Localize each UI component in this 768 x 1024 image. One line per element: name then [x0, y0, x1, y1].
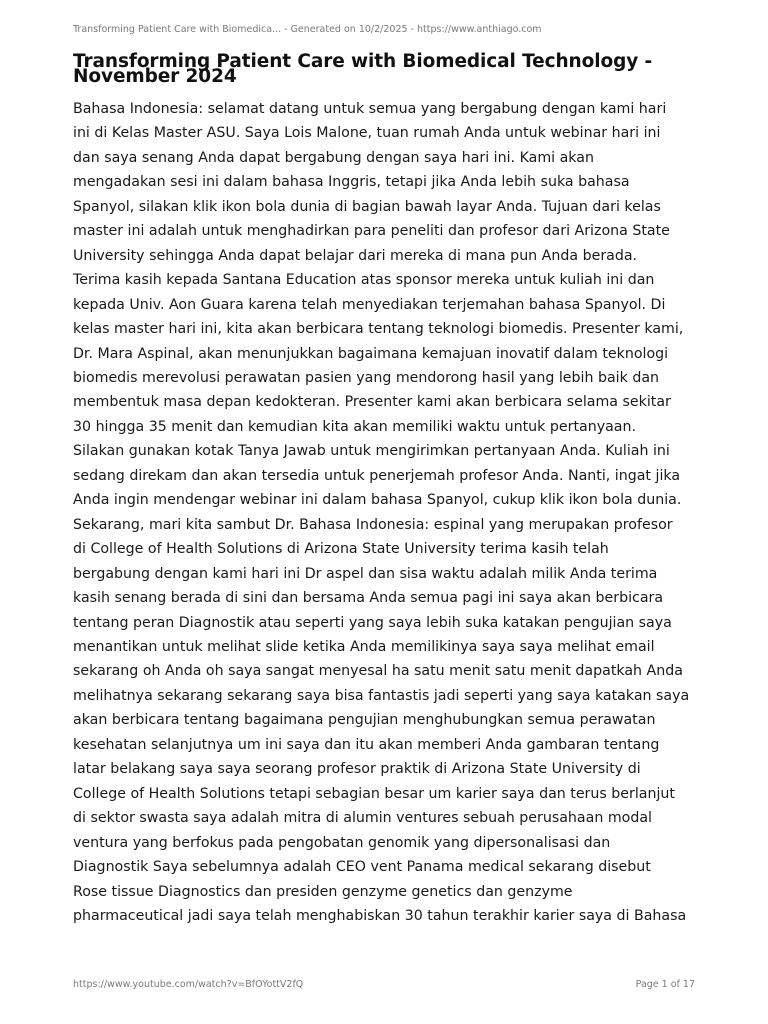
body-line: Sekarang, mari kita sambut Dr. Bahasa Indonesia: espinal yang merupakan profesor [73, 516, 673, 533]
body-line: latar belakang saya saya seorang profesor praktik di Arizona State University di [73, 761, 641, 778]
body-line: sedang direkam dan akan tersedia untuk penerjemah profesor Anda. Nanti, ingat jika [73, 467, 681, 484]
body-line: Dr. Mara Aspinal, akan menunjukkan bagaimana kemajuan inovatif dalam teknologi [73, 345, 669, 362]
body-line: tentang peran Diagnostik atau seperti yang saya lebih suka katakan pengujian saya [73, 614, 672, 631]
body-line: sekarang oh Anda oh saya sangat menyesal ha satu menit satu menit dapatkah Anda [73, 663, 683, 680]
body-line: menantikan untuk melihat slide ketika Anda memilikinya saya saya melihat email [73, 638, 655, 655]
body-line: ini di Kelas Master ASU. Saya Lois Malone, tuan rumah Anda untuk webinar hari ini [73, 125, 661, 142]
body-line: kelas master hari ini, kita akan berbicara tentang teknologi biomedis. Presenter kami, [73, 321, 684, 338]
body-line: 30 hingga 35 menit dan kemudian kita akan memiliki waktu untuk pertanyaan. [73, 418, 637, 435]
body-line: Silakan gunakan kotak Tanya Jawab untuk mengirimkan pertanyaan Anda. Kuliah ini [73, 443, 670, 460]
body-line: bergabung dengan kami hari ini Dr aspel dan sisa waktu adalah milik Anda terima [73, 565, 658, 582]
body-line: biomedis merevolusi perawatan pasien yang mendorong hasil yang lebih baik dan [73, 369, 660, 386]
body-line: membentuk masa depan kedokteran. Presenter kami akan berbicara selama sekitar [73, 394, 671, 411]
footer-url: https://www.youtube.com/watch?v=BfOYottV2fQ [73, 979, 304, 990]
body-line: kesehatan selanjutnya um ini saya dan itu akan memberi Anda gambaran tentang [73, 736, 660, 753]
body-line: kepada Univ. Aon Guara karena telah menyediakan terjemahan bahasa Spanyol. Di [73, 296, 666, 313]
body-line: ventura yang berfokus pada pengobatan genomik yang dipersonalisasi dan [73, 834, 611, 851]
body-line: di College of Health Solutions di Arizona State University terima kasih telah [73, 541, 609, 558]
body-line: kasih senang berada di sini dan bersama Anda semua pagi ini saya akan berbicara [73, 590, 664, 607]
body-line: Anda ingin mendengar webinar ini dalam bahasa Spanyol, cukup klik ikon bola dunia. [73, 492, 682, 509]
body-line: melihatnya sekarang sekarang saya bisa fantastis jadi seperti yang saya katakan saya [73, 687, 690, 704]
body-line: Diagnostik Saya sebelumnya adalah CEO vent Panama medical sekarang disebut [73, 859, 651, 876]
body-line: Rose tissue Diagnostics dan presiden genzyme genetics dan genzyme [73, 883, 573, 900]
body-line: akan berbicara tentang bagaimana pengujian menghubungkan semua perawatan [73, 712, 656, 729]
body-line: University sehingga Anda dapat belajar dari mereka di mana pun Anda berada. [73, 247, 638, 264]
page-header: Transforming Patient Care with Biomedica... - Generated on 10/2/2025 - https://www.anthiago.com [73, 24, 542, 35]
body-line: dan saya senang Anda dapat bergabung dengan saya hari ini. Kami akan [73, 149, 594, 166]
body-line: College of Health Solutions tetapi sebagian besar um karier saya dan terus berlanjut [73, 785, 675, 802]
body-line: Bahasa Indonesia: selamat datang untuk semua yang bergabung dengan kami hari [73, 101, 667, 117]
body-line: Terima kasih kepada Santana Education atas sponsor mereka untuk kuliah ini dan [73, 272, 655, 289]
body-line: di sektor swasta saya adalah mitra di alumin ventures sebuah perusahaan modal [73, 810, 652, 827]
document-title: Transforming Patient Care with Biomedical Technology - November 2024 [73, 51, 653, 87]
document-body [73, 97, 701, 928]
body-line: mengadakan sesi ini dalam bahasa Inggris, tetapi jika Anda lebih suka bahasa [73, 174, 630, 191]
body-line: Spanyol, silakan klik ikon bola dunia di bagian bawah layar Anda. Tujuan dari kelas [73, 198, 661, 215]
body-line: pharmaceutical jadi saya telah menghabiskan 30 tahun terakhir karier saya di Bahasa [73, 907, 687, 924]
page-number: Page 1 of 17 [635, 979, 695, 990]
body-line: master ini adalah untuk menghadirkan para peneliti dan profesor dari Arizona State [73, 223, 670, 240]
